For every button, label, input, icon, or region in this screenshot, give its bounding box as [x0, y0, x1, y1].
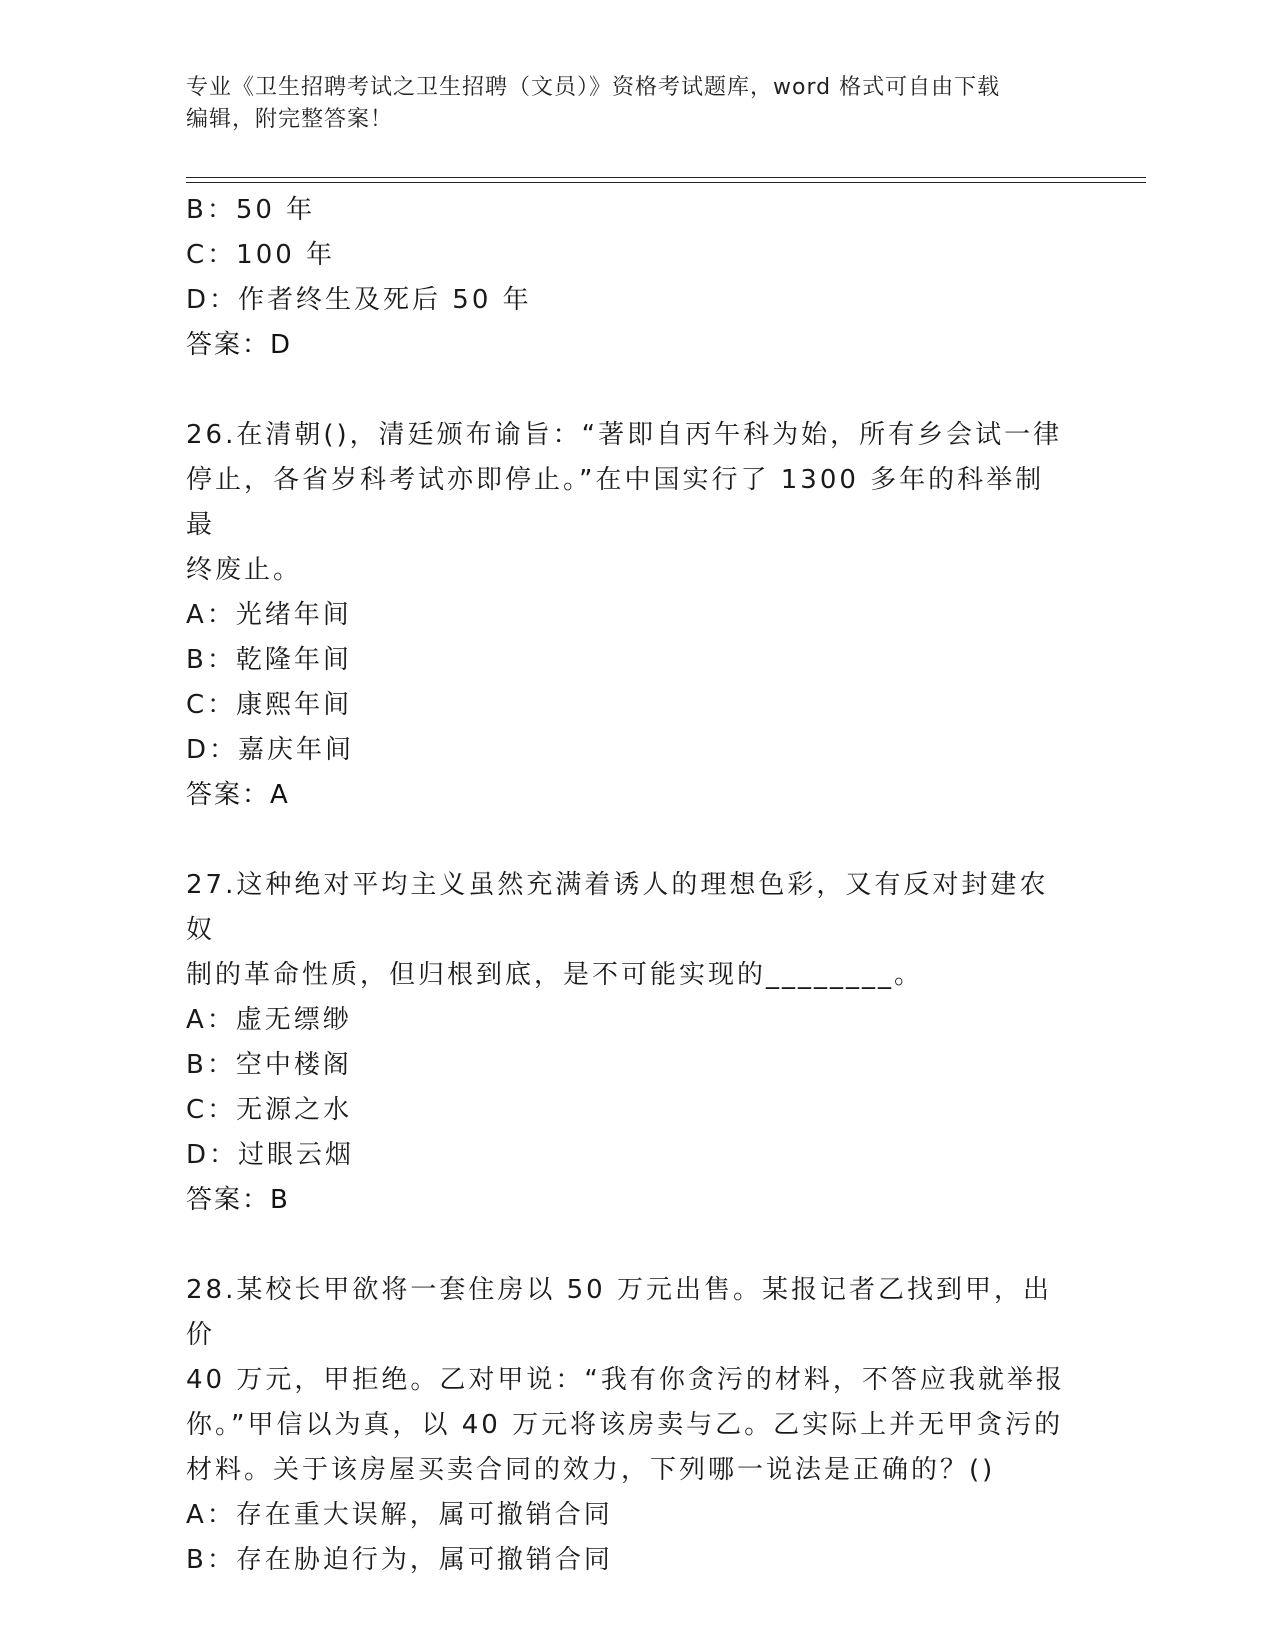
question-27 — [186, 863, 1066, 1223]
option-d: D：作者终生及死后 50 年 — [186, 285, 532, 315]
option-b: B：50 年 — [186, 195, 316, 225]
option-d: D：嘉庆年间 — [186, 735, 355, 765]
question-content — [186, 188, 1066, 1583]
option-d: D：过眼云烟 — [186, 1140, 355, 1170]
answer-line: 答案：D — [186, 330, 293, 360]
question-stem-line: 27.这种绝对平均主义虽然充满着诱人的理想色彩，又有反对封建农奴 — [186, 870, 1049, 945]
option-a: A：虚无缥缈 — [186, 1005, 352, 1035]
option-a: A：存在重大误解，属可撤销合同 — [186, 1500, 613, 1530]
option-c: C：无源之水 — [186, 1095, 353, 1125]
question-25-partial — [186, 188, 1066, 368]
header-divider-top — [186, 177, 1146, 178]
question-stem-line: 40 万元，甲拒绝。乙对甲说：“我有你贪污的材料，不答应我就举报 — [186, 1365, 1065, 1395]
header-line-2: 编辑，附完整答案！ — [186, 107, 394, 132]
question-stem-line: 28.某校长甲欲将一套住房以 50 万元出售。某报记者乙找到甲，出价 — [186, 1275, 1052, 1350]
question-26 — [186, 413, 1066, 818]
question-stem-line: 材料。关于该房屋买卖合同的效力，下列哪一说法是正确的？() — [186, 1455, 996, 1485]
question-stem-line: 停止，各省岁科考试亦即停止。”在中国实行了 1300 多年的科举制最 — [186, 465, 1045, 540]
question-stem-line: 你。”甲信以为真，以 40 万元将该房卖与乙。乙实际上并无甲贪污的 — [186, 1410, 1064, 1440]
option-b: B：乾隆年间 — [186, 645, 352, 675]
question-stem-line: 制的革命性质，但归根到底，是不可能实现的________。 — [186, 960, 924, 990]
option-c: C：100 年 — [186, 240, 336, 270]
header-divider-bottom — [186, 182, 1146, 183]
option-c: C：康熙年间 — [186, 690, 353, 720]
option-b: B：存在胁迫行为，属可撤销合同 — [186, 1545, 613, 1575]
document-header — [186, 72, 1066, 136]
answer-line: 答案：A — [186, 780, 290, 810]
option-a: A：光绪年间 — [186, 600, 352, 630]
question-stem-line: 终废止。 — [186, 555, 303, 585]
answer-line: 答案：B — [186, 1185, 290, 1215]
question-stem-line: 26.在清朝()，清廷颁布谕旨：“著即自丙午科为始，所有乡会试一律 — [186, 420, 1063, 450]
header-line-1: 专业《卫生招聘考试之卫生招聘（文员）》资格考试题库，word 格式可自由下载 — [186, 75, 1001, 100]
option-b: B：空中楼阁 — [186, 1050, 352, 1080]
question-28 — [186, 1268, 1066, 1583]
